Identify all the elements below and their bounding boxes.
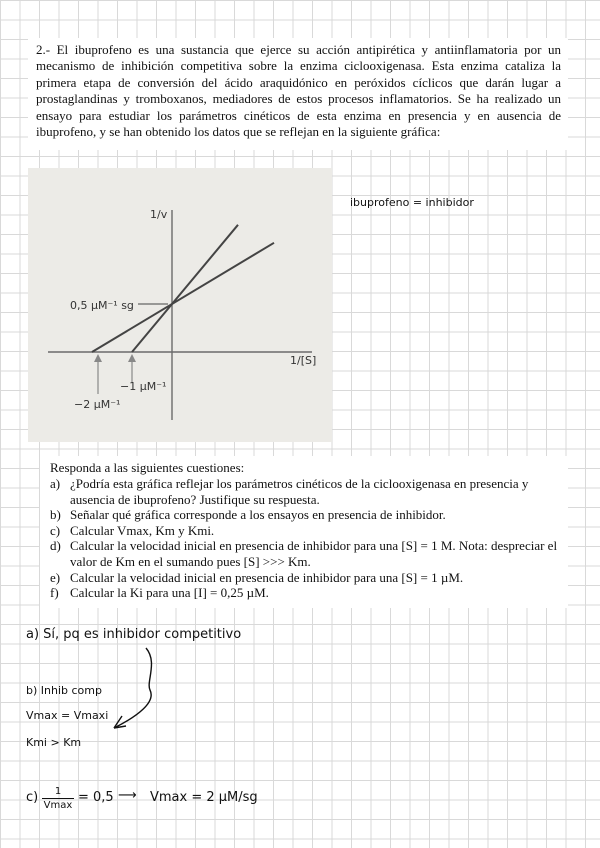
- question-f: f) Calcular la Ki para una [I] = 0,25 µM.: [50, 585, 269, 601]
- question-d: d) Calcular la velocidad inicial en presencia de inhibidor para una [S] = 1 M. Nota: despreciar el valor de Km en el sumando pues [S] >>> Km.: [50, 538, 558, 569]
- question-c: c) Calcular Vmax, Km y Kmi.: [50, 522, 215, 538]
- questions-panel: [40, 456, 568, 608]
- answer-b-title: b) Inhib comp: [26, 684, 102, 697]
- curved-arrow-head: [114, 716, 126, 728]
- y-intercept-label: 0,5 µM⁻¹ sg: [70, 299, 134, 312]
- lineweaver-burk-chart: [28, 168, 332, 442]
- questions-intro: Responda a las siguientes cuestiones:: [50, 460, 245, 475]
- question-a: a) ¿Podría esta gráfica reflejar los parámetros cinéticos de la ciclooxigenasa en presencia y ausencia de ibuprofeno? Justifique su respuesta.: [50, 476, 529, 507]
- answer-c-result: Vmax = 2 µM/sg: [150, 790, 258, 805]
- fraction-denominator: Vmax: [43, 800, 73, 811]
- questions-list: [50, 476, 562, 601]
- arrow-icon: ⟶: [118, 788, 137, 803]
- answer-c-equation: = 0,5: [78, 790, 114, 805]
- answer-c-fraction: [42, 786, 74, 811]
- arrow-minus2-head: [94, 354, 102, 362]
- question-e: e) Calcular la velocidad inicial en presencia de inhibidor para una [S] = 1 µM.: [50, 569, 464, 585]
- x-intercept-label-minus1: −1 µM⁻¹: [120, 380, 167, 393]
- curved-arrow-annotation: [114, 648, 151, 728]
- series-line-uninhibited: [92, 243, 274, 352]
- answer-a: a) Sí, pq es inhibidor competitivo: [26, 627, 242, 642]
- intro-panel: [28, 38, 568, 150]
- answer-c-label: c): [26, 790, 39, 805]
- x-intercept-label-minus2: −2 µM⁻¹: [74, 398, 121, 411]
- y-axis-label: 1/v: [150, 208, 168, 221]
- answer-b-vmax: Vmax = Vmaxi: [26, 709, 109, 722]
- fraction-bar: [42, 798, 74, 799]
- series-line-inhibited: [132, 225, 238, 352]
- arrow-minus1-head: [128, 354, 136, 362]
- x-axis-label: 1/[S]: [290, 354, 317, 367]
- answer-b-km: Kmi > Km: [26, 736, 82, 749]
- problem-statement: 2.- El ibuprofeno es una sustancia que ejerce su acción antipirética y antiinflamatoria por un mecanismo de inhibición competitiva sobre la enzima ciclooxigenasa. Esta enzima cataliza la primera etapa de conversión del ácido araquidónico en peróxidos cíclicos que darán lugar a prostaglandinas y tromboxanos, mediadores de estos procesos inflamatorios. Se ha realizado un ensayo para estudiar los parámetros cinéticos de esta enzima en presencia y en ausencia de ibuprofeno, y se han obtenido los datos que se reflejan en la siguiente gráfica:: [36, 42, 561, 140]
- question-b: b) Señalar qué gráfica corresponde a los ensayos en presencia de inhibidor.: [50, 507, 446, 523]
- handwritten-side-note: ibuprofeno = inhibidor: [350, 196, 474, 209]
- chart-svg: [28, 168, 332, 442]
- fraction-numerator: 1: [54, 786, 62, 797]
